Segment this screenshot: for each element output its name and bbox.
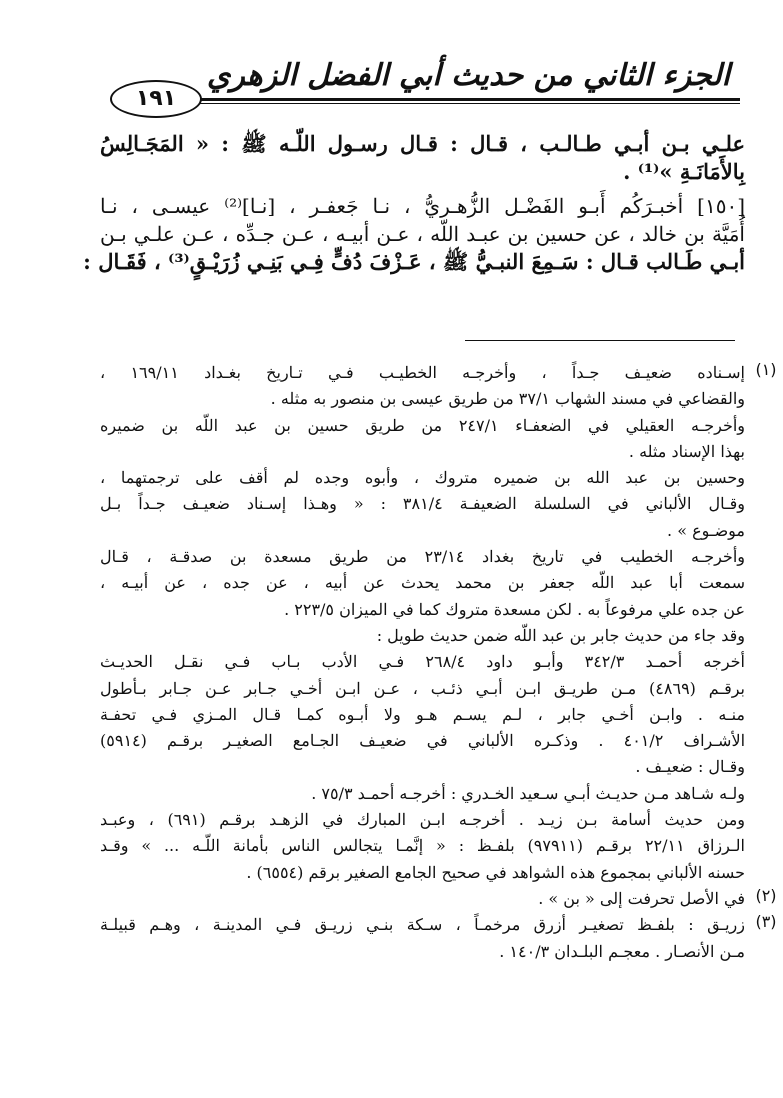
footnote-line: أخرجه أحمـد ٣٤٢/٣ وأبـو داود ٢٦٨/٤ فـي الأدب بـاب فـي نقـل الحديـث <box>100 652 745 672</box>
footnote-line: برقـم (٤٨٦٩) مـن طريـق ابـن أبـي ذئـب ، عـن ابـن أخـي جـابر عـن جـابر بـأطول <box>100 678 746 698</box>
footnote-line: عن جده علي مرفوعاً به . لكن مسعدة متروك كما في الميزان ٢٢٣/٥ . <box>284 599 745 619</box>
running-header-title: الجزء الثاني من حديث أبي الفضل الزهري <box>206 58 730 93</box>
footnote-line: بهذا الإسناد مثله . <box>628 441 745 461</box>
main-line: أُمَيَّة بن خالد ، عن حسين بن عبـد اللّه ، عـن أبيـه ، عـن جـدِّه ، عـن علـي بـن <box>100 222 745 246</box>
main-line: بِالأَمَانَـةِ »⁽¹⁾ . <box>623 159 745 184</box>
footnote-number: (١) <box>755 360 777 379</box>
footnote-line: سمعت أبا عبد اللّه جعفر بن محمد يحدث عن أبيه ، عن جده ، عن أبيـه ، <box>100 573 745 593</box>
footnote-number: (٢) <box>755 885 777 905</box>
footnote-3 <box>100 912 777 965</box>
footnote-line: الأشـراف ٤٠١/٢ . وذكـره الألباني في ضعيـف الجـامع الصغيـر برقـم (٥٩١٤) <box>100 731 746 751</box>
footnote-line: وقد جاء من حديث جابر بن عبد اللّه ضمن حديث طويل : <box>376 625 745 645</box>
header-rule <box>185 98 740 101</box>
header-rule-thin <box>185 103 740 104</box>
footnote-line: وأخرجـه الخطيب في تاريخ بغداد ٢٣/١٤ من طريق مسعدة بن صدقـة ، قـال <box>100 547 745 567</box>
footnote-1 <box>100 360 777 886</box>
footnote-line: ومن حديث أسامة بـن زيـد . أخرجـه ابـن المبارك في الزهـد برقـم (٦٩١) ، وعبـد <box>100 810 746 830</box>
footnote-number: (٣) <box>755 912 777 932</box>
page-number: ١٩١ <box>110 80 202 118</box>
footnote-line: منـه . وابـن أخـي جابر ، لـم يسـم هـو ولا أبـوه كمـا قـال المـزي فـي تحفـة <box>100 704 745 724</box>
footnote-line: في الأصل تحرفت إلى « بن » . <box>538 888 745 908</box>
footnote-2 <box>100 885 777 912</box>
footnotes <box>100 360 777 965</box>
main-line: أبـي طَـالب قـال : سَـمِعَ النبـيُّ ﷺ ، عَـزْفَ دُفٍّ فِـي بَنِـي زُرَيْـقٍ⁽³⁾ ، فَقَـال : <box>83 249 745 274</box>
footnote-line: إسـناده ضعيـف جـداً ، وأخرجـه الخطيـب فـي تـاريخ بغـداد ١٦٩/١١ ، <box>100 363 746 382</box>
footnote-line: حسنه الألباني بمجموع هذه الشواهد في صحيح الجامع الصغير برقم (٦٥٥٤) . <box>246 862 745 882</box>
footnote-line: ولـه شـاهد مـن حديـث أبـي سـعيد الخـدري : أخرجـه أحمـد ٧٥/٣ . <box>311 783 745 803</box>
footnote-line: وقـال : ضعيـف . <box>635 757 745 777</box>
footnote-separator <box>465 340 735 341</box>
footnote-line: وحسين بن عبد الله بن ضميره متروك ، وأبوه وجده لم أقف على ترجمتهما ، <box>100 468 745 488</box>
main-text <box>83 130 745 276</box>
footnote-line: الـرزاق ٢٢/١١ برقـم (٩٧٩١١) بلفـظ : « إنَّمـا يتجالس الناس بأمانة اللّـه ... » وقـد <box>100 836 745 856</box>
main-line: علـي بـن أبـي طـالـب ، قـال : قـال رسـول اللّـه ﷺ : « المَجَـالِسُ <box>100 131 745 156</box>
footnote-line: والقضاعي في مسند الشهاب ٣٧/١ من طريق عيسى بن منصور به مثله . <box>270 389 745 409</box>
footnote-line: وأخرجـه العقيلي في الضعفـاء ٢٤٧/١ من طريق حسين بن عبد اللّه بن ضميره <box>100 415 746 435</box>
footnote-line: موضـوع » . <box>667 520 745 540</box>
main-line: [١٥٠] أخبـرَكُم أَبـو الفَضْـل الزُّهـريُّ ، نـا جَعفـر ، [نـا]⁽²⁾ عيسـى ، نـا <box>100 194 745 218</box>
footnote-line: زريـق : بلفـظ تصغيـر أزرق مرخمـاً ، سـكة بنـي زريـق فـي المدينـة ، وهـم قبيلـة <box>100 915 746 935</box>
footnote-line: وقـال الألباني في السلسلة الضعيفـة ٣٨١/٤ : « وهـذا إسـناد ضعيـف جـداً بـل <box>100 494 746 514</box>
footnote-line: مـن الأنصـار . معجـم البلـدان ١٤٠/٣ . <box>499 941 745 961</box>
